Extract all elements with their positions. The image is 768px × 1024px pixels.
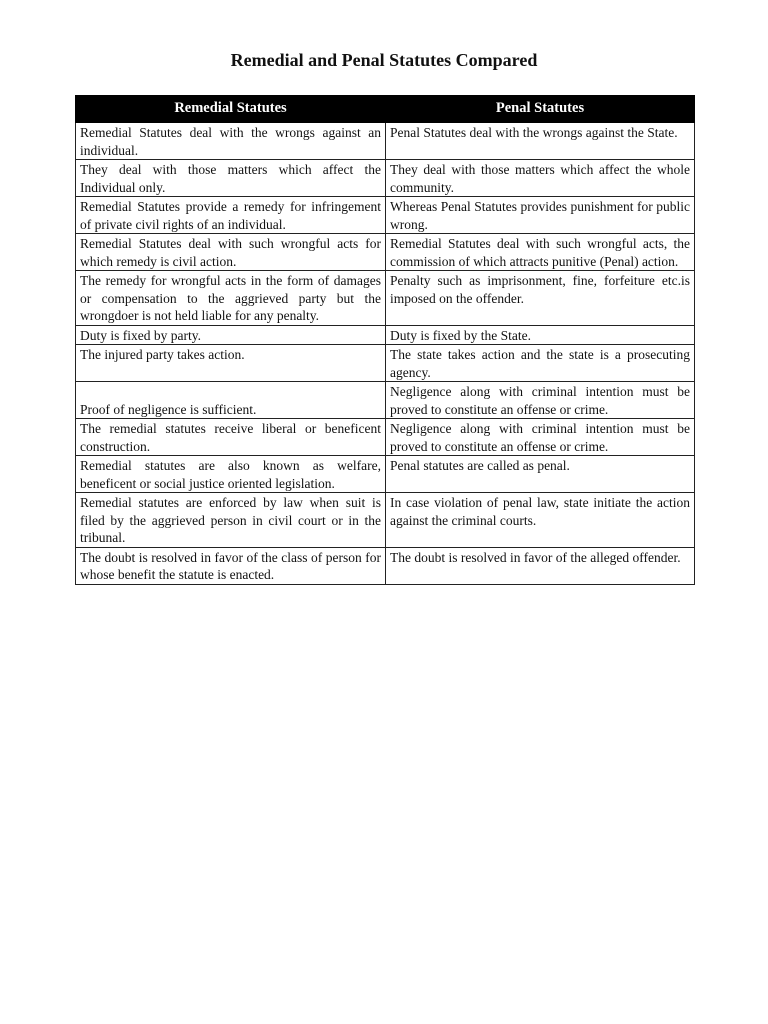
penal-cell: Whereas Penal Statutes provides punishment for public wrong. (386, 197, 695, 234)
remedial-cell: Remedial statutes are enforced by law when suit is filed by the aggrieved person in civil court or in the tribunal. (76, 493, 386, 548)
table-row (76, 345, 695, 382)
penal-cell: Negligence along with criminal intention must be proved to constitute an offense or crime. (386, 382, 695, 419)
penal-cell: Duty is fixed by the State. (386, 325, 695, 345)
table-row (76, 382, 695, 419)
comparison-table (75, 95, 695, 585)
remedial-cell: The injured party takes action. (76, 345, 386, 382)
table-row (76, 271, 695, 326)
penal-cell: They deal with those matters which affect the whole community. (386, 160, 695, 197)
table-row (76, 160, 695, 197)
remedial-cell: Remedial Statutes provide a remedy for infringement of private civil rights of an individual. (76, 197, 386, 234)
penal-cell: Negligence along with criminal intention must be proved to constitute an offense or crime. (386, 419, 695, 456)
table-header-row (76, 96, 695, 123)
remedial-cell: Proof of negligence is sufficient. (76, 382, 386, 419)
remedial-cell: Duty is fixed by party. (76, 325, 386, 345)
table-row (76, 547, 695, 584)
table-row (76, 419, 695, 456)
remedial-cell: The remedial statutes receive liberal or beneficent construction. (76, 419, 386, 456)
penal-cell: The state takes action and the state is a prosecuting agency. (386, 345, 695, 382)
page-title: Remedial and Penal Statutes Compared (230, 50, 538, 70)
penal-cell: Remedial Statutes deal with such wrongful acts, the commission of which attracts punitive (Penal) action. (386, 234, 695, 271)
remedial-cell: Remedial Statutes deal with the wrongs against an individual. (76, 123, 386, 160)
table-row (76, 123, 695, 160)
penal-cell: In case violation of penal law, state initiate the action against the criminal courts. (386, 493, 695, 548)
remedial-cell: Remedial statutes are also known as welfare, beneficent or social justice oriented legislation. (76, 456, 386, 493)
penal-cell: Penal Statutes deal with the wrongs against the State. (386, 123, 695, 160)
table-row (76, 456, 695, 493)
table-row (76, 325, 695, 345)
table-row (76, 234, 695, 271)
remedial-cell: Remedial Statutes deal with such wrongful acts for which remedy is civil action. (76, 234, 386, 271)
remedial-cell: They deal with those matters which affect the Individual only. (76, 160, 386, 197)
table-row (76, 197, 695, 234)
remedial-cell: The doubt is resolved in favor of the class of person for whose benefit the statute is enacted. (76, 547, 386, 584)
penal-cell: The doubt is resolved in favor of the alleged offender. (386, 547, 695, 584)
penal-cell: Penalty such as imprisonment, fine, forfeiture etc.is imposed on the offender. (386, 271, 695, 326)
penal-cell: Penal statutes are called as penal. (386, 456, 695, 493)
column-header-penal: Penal Statutes (386, 96, 695, 123)
column-header-remedial: Remedial Statutes (76, 96, 386, 123)
remedial-cell: The remedy for wrongful acts in the form of damages or compensation to the aggrieved party but the wrongdoer is not held liable for any penalty. (76, 271, 386, 326)
table-row (76, 493, 695, 548)
